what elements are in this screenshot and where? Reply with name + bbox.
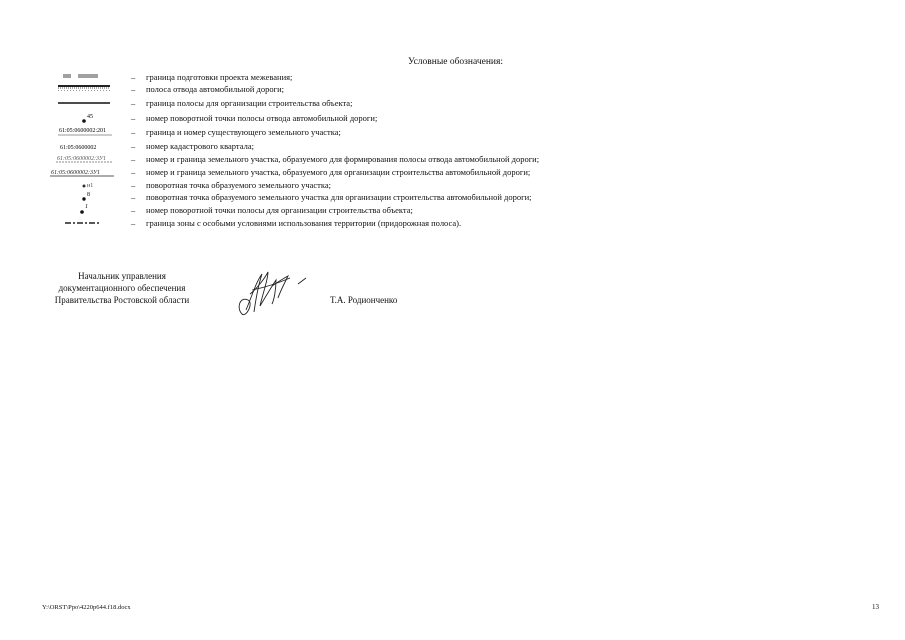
signer-position-line: Правительства Ростовской области <box>54 295 190 305</box>
legend-item-road-strip: – полоса отвода автомобильной дороги; <box>40 83 800 96</box>
legend-item-construction-parcel: 61:05:0600002:3У1 – номер и граница земельного участка, образуемого для организации строительства автомобильной дороги; <box>40 166 800 179</box>
signer-position-line: Начальник управления <box>78 271 166 281</box>
legend-item-roadside-zone: – граница зоны с особыми условиями использования территории (придорожная полоса). <box>40 217 800 230</box>
road-strip-symbol <box>40 83 130 96</box>
signer-position <box>38 270 206 306</box>
legend-item-text: граница и номер существующего земельного участка; <box>146 127 341 137</box>
legend-item-parcel-turn-point: н1 – поворотная точка образуемого земельного участка; <box>40 179 800 192</box>
legend-item-planning-boundary: – граница подготовки проекта межевания; <box>40 71 800 84</box>
construction-parcel-label: 61:05:0600002:3У1 <box>51 170 101 176</box>
legend-item-construction-turn-point: 8 – поворотная точка образуемого земельного участка для организации строительства автомобильной дороги; <box>40 191 800 204</box>
parcel-turn-point-label: н1 <box>87 183 94 189</box>
legend-title: Условные обозначения: <box>408 57 504 67</box>
legend-item-text: граница полосы для организации строительства объекта; <box>146 98 353 108</box>
legend-item-existing-parcel: 61:05:0600002:201 – граница и номер существующего земельного участка; <box>40 126 800 139</box>
road-turn-point-label: 45 <box>87 114 93 120</box>
legend-item-construction-strip-point: 1 – номер поворотной точки полосы для организации строительства объекта; <box>40 204 800 217</box>
road-turn-point-symbol <box>40 112 130 125</box>
footer-file-path: Y:\ORST\Ppo\4220p644.f18.docx <box>42 604 131 611</box>
legend-item-road-parcel: 61:05:0600002:3У1 – номер и граница земельного участка, образуемого для формирования полосы отвода автомобильной дороги; <box>40 153 800 166</box>
road-parcel-symbol <box>40 153 130 166</box>
construction-parcel-symbol <box>40 166 130 179</box>
legend-item-text: граница подготовки проекта межевания; <box>146 72 293 82</box>
construction-turn-point-label: 8 <box>87 192 90 198</box>
signer-position-line: документационного обеспечения <box>58 283 186 293</box>
signer-name: Т.А. Родионченко <box>330 295 398 305</box>
construction-strip-symbol <box>40 97 130 110</box>
construction-turn-point-symbol <box>40 191 130 204</box>
legend-item-cadastral-quarter: 61:05:0600002 – номер кадастрового квартала; <box>40 140 800 153</box>
legend-item-text: номер поворотной точки полосы для организации строительства объекта; <box>146 205 413 215</box>
construction-strip-point-label: 1 <box>85 204 88 210</box>
existing-parcel-symbol <box>40 126 130 139</box>
road-parcel-label: 61:05:0600002:3У1 <box>57 156 107 162</box>
legend-item-text: номер кадастрового квартала; <box>146 141 254 151</box>
cadastral-quarter-symbol <box>40 140 130 153</box>
legend-item-text: номер и граница земельного участка, образуемого для организации строительства автомобильной дороги; <box>146 167 531 177</box>
cadastral-quarter-label: 61:05:0600002 <box>60 145 97 151</box>
legend-item-text: номер и граница земельного участка, образуемого для формирования полосы отвода автомобильной дороги; <box>146 154 540 164</box>
page-number: 13 <box>872 603 879 611</box>
legend-item-text: поворотная точка образуемого земельного участка; <box>146 180 332 190</box>
roadside-zone-symbol <box>40 217 130 230</box>
legend-item-text: граница зоны с особыми условиями использования территории (придорожная полоса). <box>146 218 462 228</box>
legend-item-construction-strip: – граница полосы для организации строительства объекта; <box>40 97 800 110</box>
legend-item-text: номер поворотной точки полосы отвода автомобильной дороги; <box>146 113 378 123</box>
handwritten-signature <box>232 266 322 326</box>
existing-parcel-label: 61:05:0600002:201 <box>59 128 107 134</box>
legend-item-text: поворотная точка образуемого земельного участка для организации строительства автомобильной дороги; <box>146 192 532 202</box>
construction-strip-point-symbol <box>40 204 130 217</box>
legend-item-text: полоса отвода автомобильной дороги; <box>146 84 285 94</box>
legend-item-road-turn-point: 45 – номер поворотной точки полосы отвода автомобильной дороги; <box>40 112 800 125</box>
